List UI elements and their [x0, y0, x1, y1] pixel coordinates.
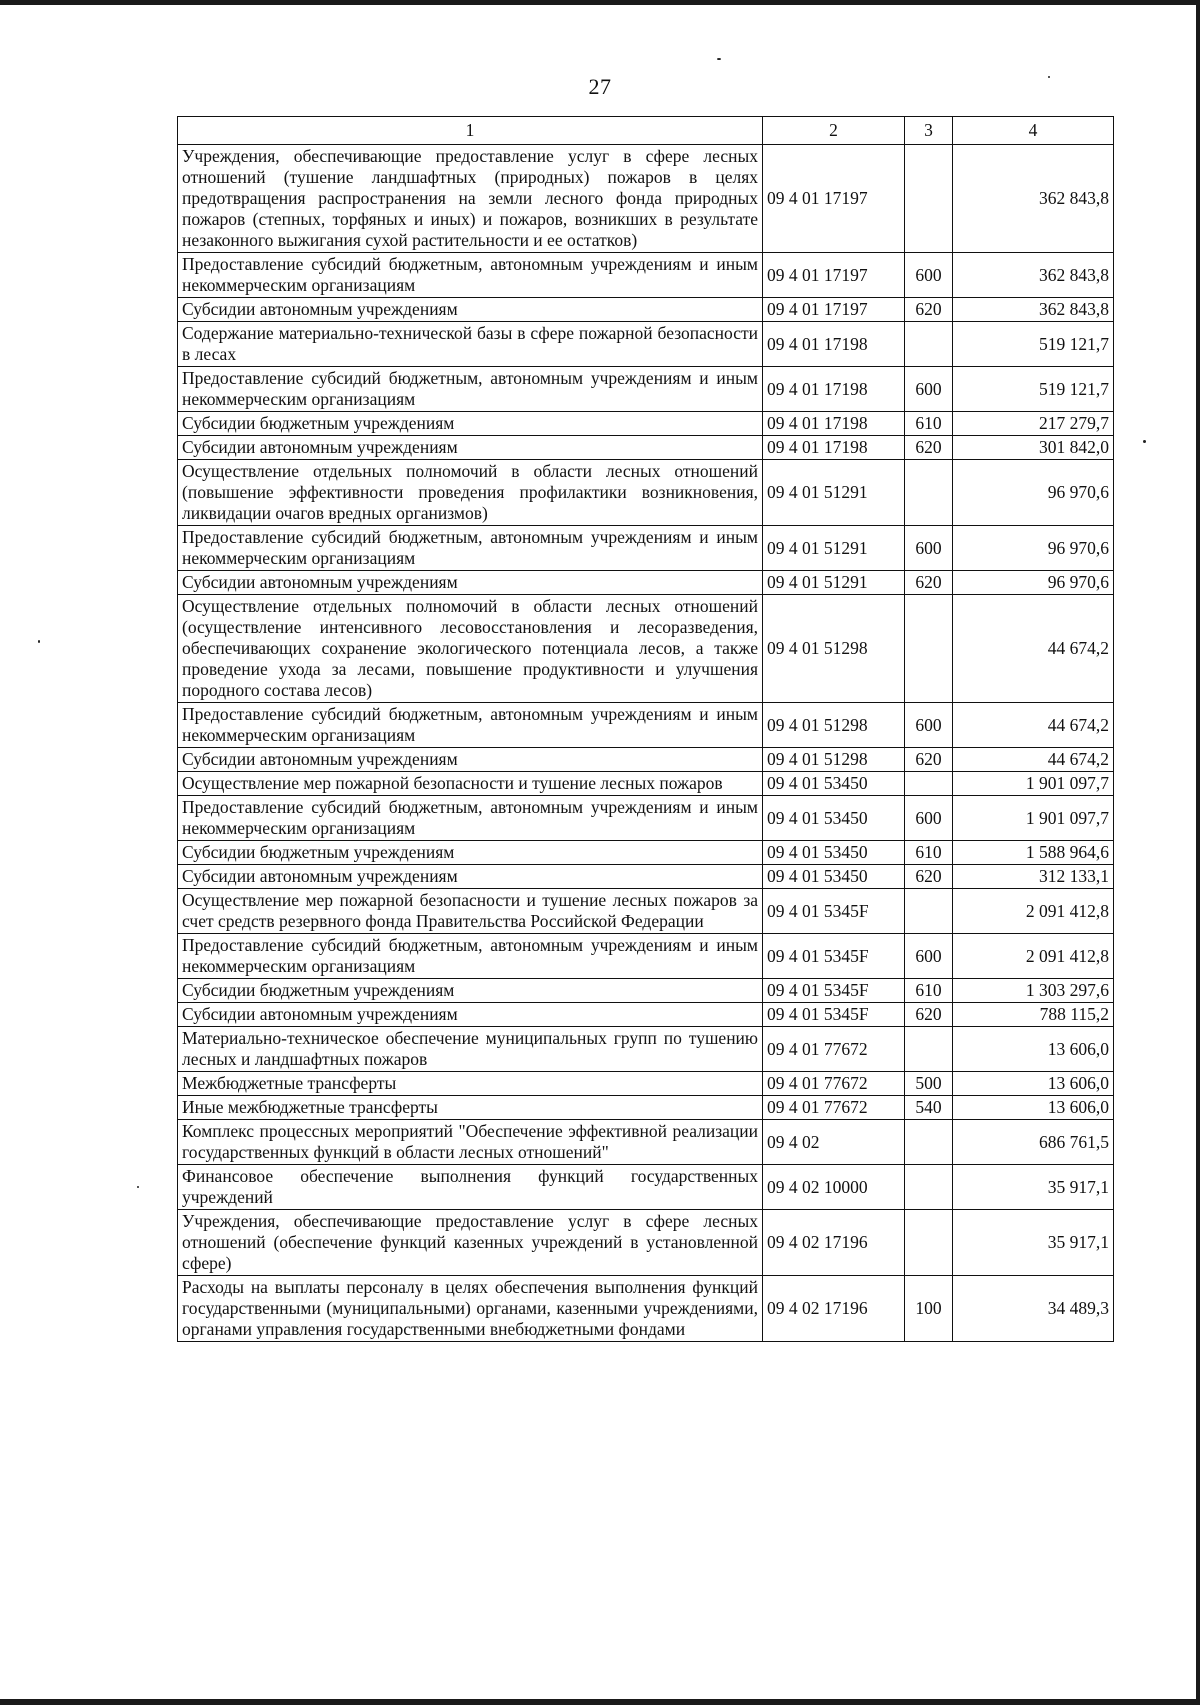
- row-name-cell: Субсидии автономным учреждениям: [178, 571, 763, 595]
- page-number: 27: [588, 74, 612, 99]
- row-vr-cell: [905, 1210, 953, 1276]
- row-name-cell: Иные межбюджетные трансферты: [178, 1096, 763, 1120]
- row-sum-cell: 44 674,2: [953, 748, 1114, 772]
- row-code-cell: 09 4 01 53450: [763, 841, 905, 865]
- row-code-cell: 09 4 02 10000: [763, 1165, 905, 1210]
- row-name-cell: Субсидии автономным учреждениям: [178, 298, 763, 322]
- row-name-cell: Предоставление субсидий бюджетным, автономным учреждениям и иным некоммерческим организациям: [178, 367, 763, 412]
- row-code-cell: 09 4 01 77672: [763, 1027, 905, 1072]
- scan-edge-right: [1196, 0, 1200, 1705]
- table-row: [178, 322, 1114, 367]
- row-name-cell: Субсидии автономным учреждениям: [178, 865, 763, 889]
- row-vr-cell: 620: [905, 298, 953, 322]
- table-row: [178, 460, 1114, 526]
- row-vr-cell: [905, 460, 953, 526]
- table-row: [178, 1210, 1114, 1276]
- row-sum-cell: 34 489,3: [953, 1276, 1114, 1342]
- column-header-vr: 3: [905, 117, 953, 145]
- table-row: [178, 979, 1114, 1003]
- row-code-cell: 09 4 01 17197: [763, 145, 905, 253]
- scan-speck: [38, 640, 40, 643]
- row-name-cell: Субсидии бюджетным учреждениям: [178, 412, 763, 436]
- row-name-cell: Предоставление субсидий бюджетным, автономным учреждениям и иным некоммерческим организациям: [178, 796, 763, 841]
- row-vr-cell: 610: [905, 979, 953, 1003]
- scan-speck: [717, 58, 721, 60]
- table-header-row: [178, 117, 1114, 145]
- row-name-cell: Осуществление отдельных полномочий в области лесных отношений (повышение эффективности проведения профилактики возникновения, ликвидации очагов вредных организмов): [178, 460, 763, 526]
- row-vr-cell: [905, 1027, 953, 1072]
- row-vr-cell: 620: [905, 865, 953, 889]
- table-row: [178, 526, 1114, 571]
- row-code-cell: 09 4 01 17197: [763, 253, 905, 298]
- row-name-cell: Предоставление субсидий бюджетным, автономным учреждениям и иным некоммерческим организациям: [178, 253, 763, 298]
- row-sum-cell: 788 115,2: [953, 1003, 1114, 1027]
- row-code-cell: 09 4 01 51291: [763, 571, 905, 595]
- row-vr-cell: [905, 889, 953, 934]
- row-code-cell: 09 4 01 77672: [763, 1072, 905, 1096]
- row-vr-cell: 620: [905, 748, 953, 772]
- row-code-cell: 09 4 01 51298: [763, 595, 905, 703]
- row-code-cell: 09 4 01 51298: [763, 748, 905, 772]
- scan-speck: [137, 1186, 139, 1188]
- row-sum-cell: 1 901 097,7: [953, 796, 1114, 841]
- row-name-cell: Материально-техническое обеспечение муниципальных групп по тушению лесных и ландшафтных пожаров: [178, 1027, 763, 1072]
- scan-edge-bottom: [0, 1699, 1200, 1705]
- row-vr-cell: 600: [905, 796, 953, 841]
- row-code-cell: 09 4 02 17196: [763, 1276, 905, 1342]
- row-vr-cell: [905, 772, 953, 796]
- row-name-cell: Субсидии автономным учреждениям: [178, 436, 763, 460]
- row-name-cell: Содержание материально-технической базы в сфере пожарной безопасности в лесах: [178, 322, 763, 367]
- row-name-cell: Субсидии автономным учреждениям: [178, 748, 763, 772]
- row-vr-cell: 500: [905, 1072, 953, 1096]
- row-name-cell: Предоставление субсидий бюджетным, автономным учреждениям и иным некоммерческим организациям: [178, 703, 763, 748]
- row-code-cell: 09 4 01 51291: [763, 460, 905, 526]
- row-code-cell: 09 4 01 17197: [763, 298, 905, 322]
- table-body: [178, 145, 1114, 1342]
- table-row: [178, 436, 1114, 460]
- row-vr-cell: 620: [905, 436, 953, 460]
- row-sum-cell: 362 843,8: [953, 298, 1114, 322]
- row-vr-cell: 600: [905, 253, 953, 298]
- row-sum-cell: 217 279,7: [953, 412, 1114, 436]
- table-row: [178, 889, 1114, 934]
- table-row: [178, 1276, 1114, 1342]
- row-name-cell: Предоставление субсидий бюджетным, автономным учреждениям и иным некоммерческим организациям: [178, 934, 763, 979]
- row-vr-cell: [905, 595, 953, 703]
- row-vr-cell: [905, 1165, 953, 1210]
- table-row: [178, 1072, 1114, 1096]
- table-row: [178, 1120, 1114, 1165]
- table-row: [178, 796, 1114, 841]
- scan-edge-top: [0, 0, 1200, 5]
- table-row: [178, 1003, 1114, 1027]
- column-header-code: 2: [763, 117, 905, 145]
- row-code-cell: 09 4 01 17198: [763, 367, 905, 412]
- row-sum-cell: 362 843,8: [953, 145, 1114, 253]
- row-name-cell: Субсидии бюджетным учреждениям: [178, 841, 763, 865]
- table-row: [178, 145, 1114, 253]
- row-code-cell: 09 4 01 17198: [763, 322, 905, 367]
- row-sum-cell: 519 121,7: [953, 367, 1114, 412]
- table-row: [178, 865, 1114, 889]
- row-code-cell: 09 4 02: [763, 1120, 905, 1165]
- row-name-cell: Финансовое обеспечение выполнения функций государственных учреждений: [178, 1165, 763, 1210]
- row-sum-cell: 96 970,6: [953, 526, 1114, 571]
- row-sum-cell: 13 606,0: [953, 1096, 1114, 1120]
- row-code-cell: 09 4 01 17198: [763, 412, 905, 436]
- row-vr-cell: 620: [905, 571, 953, 595]
- row-sum-cell: 13 606,0: [953, 1027, 1114, 1072]
- row-name-cell: Комплекс процессных мероприятий "Обеспечение эффективной реализации государственных функций в области лесных отношений": [178, 1120, 763, 1165]
- table-row: [178, 703, 1114, 748]
- row-name-cell: Осуществление отдельных полномочий в области лесных отношений (осуществление интенсивного лесовосстановления и лесоразведения, обеспечивающих сохранение экологического потенциала лесов, а также проведение ухода за лесами, повышение продуктивности и улучшения породного состава лесов): [178, 595, 763, 703]
- row-name-cell: Расходы на выплаты персоналу в целях обеспечения выполнения функций государственными (муниципальными) органами, казенными учреждениями, органами управления государственными внебюджетными фондами: [178, 1276, 763, 1342]
- table-row: [178, 1027, 1114, 1072]
- row-name-cell: Субсидии автономным учреждениям: [178, 1003, 763, 1027]
- row-vr-cell: [905, 145, 953, 253]
- table-row: [178, 934, 1114, 979]
- row-code-cell: 09 4 01 5345F: [763, 934, 905, 979]
- column-header-sum: 4: [953, 117, 1114, 145]
- row-sum-cell: 1 303 297,6: [953, 979, 1114, 1003]
- row-vr-cell: [905, 322, 953, 367]
- row-sum-cell: 96 970,6: [953, 460, 1114, 526]
- table-row: [178, 772, 1114, 796]
- row-code-cell: 09 4 01 53450: [763, 796, 905, 841]
- row-name-cell: Осуществление мер пожарной безопасности и тушение лесных пожаров за счет средств резервного фонда Правительства Российской Федерации: [178, 889, 763, 934]
- row-vr-cell: 600: [905, 703, 953, 748]
- row-vr-cell: 620: [905, 1003, 953, 1027]
- table-row: [178, 367, 1114, 412]
- table-row: [178, 571, 1114, 595]
- row-code-cell: 09 4 01 77672: [763, 1096, 905, 1120]
- row-sum-cell: 1 588 964,6: [953, 841, 1114, 865]
- row-name-cell: Предоставление субсидий бюджетным, автономным учреждениям и иным некоммерческим организациям: [178, 526, 763, 571]
- row-vr-cell: 610: [905, 841, 953, 865]
- row-name-cell: Межбюджетные трансферты: [178, 1072, 763, 1096]
- table-row: [178, 1165, 1114, 1210]
- row-sum-cell: 1 901 097,7: [953, 772, 1114, 796]
- row-sum-cell: 44 674,2: [953, 703, 1114, 748]
- row-code-cell: 09 4 01 51291: [763, 526, 905, 571]
- row-vr-cell: 540: [905, 1096, 953, 1120]
- row-code-cell: 09 4 01 17198: [763, 436, 905, 460]
- row-sum-cell: 96 970,6: [953, 571, 1114, 595]
- row-name-cell: Субсидии бюджетным учреждениям: [178, 979, 763, 1003]
- row-sum-cell: 13 606,0: [953, 1072, 1114, 1096]
- row-sum-cell: 44 674,2: [953, 595, 1114, 703]
- row-name-cell: Осуществление мер пожарной безопасности и тушение лесных пожаров: [178, 772, 763, 796]
- row-sum-cell: 519 121,7: [953, 322, 1114, 367]
- row-code-cell: 09 4 01 53450: [763, 772, 905, 796]
- scan-speck: [1143, 440, 1146, 443]
- row-vr-cell: [905, 1120, 953, 1165]
- row-name-cell: Учреждения, обеспечивающие предоставление услуг в сфере лесных отношений (тушение ландшафтных (природных) пожаров в целях предотвращения распространения на земли лесного фонда природных пожаров (степных, торфяных и иных) и пожаров, возникших в результате незаконного выжигания сухой растительности и ее остатков): [178, 145, 763, 253]
- table-row: [178, 1096, 1114, 1120]
- column-header-name: 1: [178, 117, 763, 145]
- row-code-cell: 09 4 01 5345F: [763, 979, 905, 1003]
- row-vr-cell: 100: [905, 1276, 953, 1342]
- row-vr-cell: 600: [905, 526, 953, 571]
- table-row: [178, 253, 1114, 298]
- row-code-cell: 09 4 01 53450: [763, 865, 905, 889]
- row-sum-cell: 35 917,1: [953, 1165, 1114, 1210]
- table-row: [178, 298, 1114, 322]
- row-sum-cell: 2 091 412,8: [953, 934, 1114, 979]
- row-code-cell: 09 4 02 17196: [763, 1210, 905, 1276]
- row-code-cell: 09 4 01 5345F: [763, 1003, 905, 1027]
- table-row: [178, 412, 1114, 436]
- row-sum-cell: 301 842,0: [953, 436, 1114, 460]
- row-sum-cell: 362 843,8: [953, 253, 1114, 298]
- row-sum-cell: 312 133,1: [953, 865, 1114, 889]
- table-row: [178, 841, 1114, 865]
- row-code-cell: 09 4 01 51298: [763, 703, 905, 748]
- row-sum-cell: 2 091 412,8: [953, 889, 1114, 934]
- row-code-cell: 09 4 01 5345F: [763, 889, 905, 934]
- row-sum-cell: 35 917,1: [953, 1210, 1114, 1276]
- budget-table: [177, 116, 1114, 1342]
- table-row: [178, 595, 1114, 703]
- row-sum-cell: 686 761,5: [953, 1120, 1114, 1165]
- row-name-cell: Учреждения, обеспечивающие предоставление услуг в сфере лесных отношений (обеспечение функций казенных учреждений в установленной сфере): [178, 1210, 763, 1276]
- row-vr-cell: 610: [905, 412, 953, 436]
- row-vr-cell: 600: [905, 367, 953, 412]
- row-vr-cell: 600: [905, 934, 953, 979]
- table-row: [178, 748, 1114, 772]
